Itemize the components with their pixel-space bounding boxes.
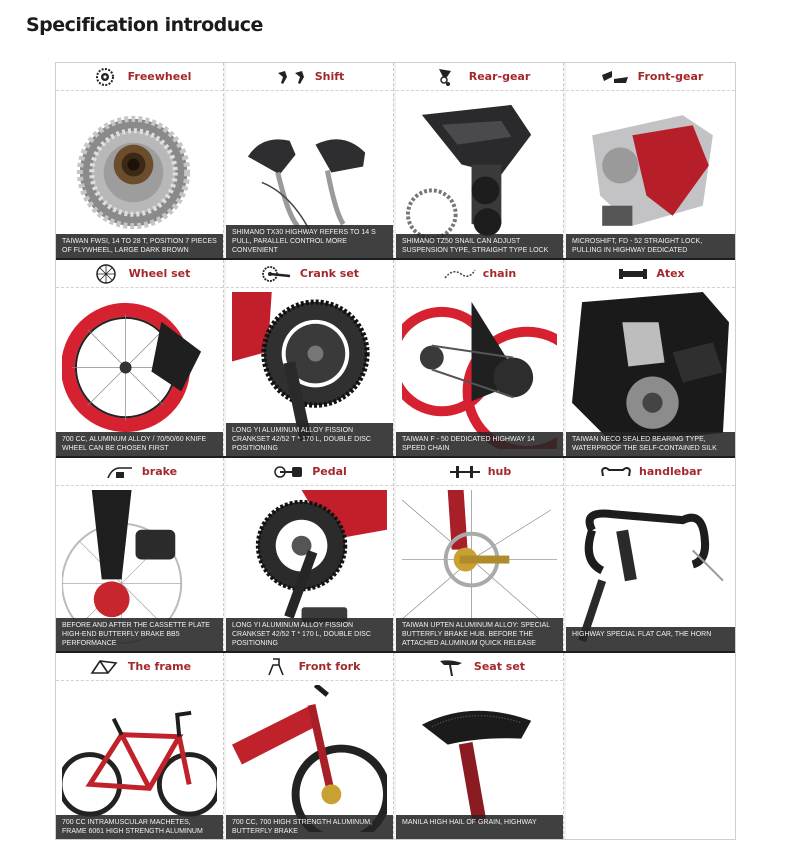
seat-icon xyxy=(434,657,468,677)
chain-icon xyxy=(443,264,477,284)
spec-header xyxy=(226,653,393,681)
spec-label: Freewheel xyxy=(127,70,192,83)
spec-row xyxy=(56,260,735,456)
spec-label: handlebar xyxy=(639,465,702,478)
shift-lever-icon xyxy=(275,67,309,87)
spec-caption: BEFORE AND AFTER THE CASSETTE PLATE HIGH-END BUTTERFLY BRAKE BB5 PERFORMANCE xyxy=(56,618,223,651)
spec-row xyxy=(56,653,735,839)
freewheel-image xyxy=(62,95,217,251)
seat-set-image xyxy=(402,685,557,832)
rear-derailleur-icon xyxy=(429,67,463,87)
spec-cell-pedal xyxy=(226,458,394,651)
spec-header xyxy=(566,260,735,288)
axle-image xyxy=(572,292,729,451)
spec-caption: LONG YI ALUMINUM ALLOY FISSION CRANKSET 42/52 T * 170 L, DOUBLE DISC POSITIONING xyxy=(226,423,393,456)
spec-cell-rear-gear xyxy=(396,63,564,258)
fork-icon xyxy=(259,657,293,677)
crank-icon xyxy=(260,264,294,284)
spec-caption: MICROSHIFT, FD - 52 STRAIGHT LOCK, PULLING IN HIGHWAY DEDICATED xyxy=(566,234,735,258)
spec-caption: 700 CC, 700 HIGH STRENGTH ALUMINUM, BUTTERFLY BRAKE xyxy=(226,815,393,839)
spec-cell-front-fork xyxy=(226,653,394,839)
spec-caption: 700 CC, ALUMINUM ALLOY / 70/50/60 KNIFE WHEEL CAN BE CHOSEN FIRST xyxy=(56,432,223,456)
spec-header xyxy=(396,653,563,681)
spec-cell-shift xyxy=(226,63,394,258)
handlebar-image xyxy=(572,490,729,646)
spec-caption: SHIMANO TZ50 SNAIL CAN ADJUST SUSPENSION TYPE, STRAIGHT TYPE LOCK xyxy=(396,234,563,258)
spec-caption: SHIMANO TX30 HIGHWAY REFERS TO 14 S PULL, PARALLEL CONTROL MORE CONVENIENT xyxy=(226,225,393,258)
wheel-set-image xyxy=(62,292,217,449)
spec-header xyxy=(396,458,563,486)
spec-header xyxy=(566,63,735,91)
rear-derailleur-image xyxy=(402,95,557,251)
spec-header xyxy=(396,63,563,91)
spec-row xyxy=(56,63,735,258)
spec-caption: LONG YI ALUMINUM ALLOY FISSION CRANKSET 42/52 T * 170 L, DOUBLE DISC POSITIONING xyxy=(226,618,393,651)
spec-cell-brake xyxy=(56,458,224,651)
spec-cell-wheel-set xyxy=(56,260,224,456)
front-fork-image xyxy=(232,685,387,832)
spec-cell-hub xyxy=(396,458,564,651)
spec-cell-chain xyxy=(396,260,564,456)
freewheel-icon xyxy=(88,67,122,87)
spec-caption: 700 CC INTRAMUSCULAR MACHETES, FRAME 6061 HIGH STRENGTH ALUMINUM xyxy=(56,815,223,839)
spec-header xyxy=(56,653,223,681)
page-title: Specification introduce xyxy=(26,14,263,36)
spec-label: Crank set xyxy=(299,267,360,280)
spec-label: Pedal xyxy=(312,465,347,478)
spec-cell-seat-set xyxy=(396,653,564,839)
spec-header xyxy=(396,260,563,288)
frame-image xyxy=(62,685,217,832)
spec-label: Seat set xyxy=(473,660,526,673)
axle-icon xyxy=(616,264,650,284)
spec-header xyxy=(226,458,393,486)
spec-cell-crank-set xyxy=(226,260,394,456)
spec-cell-axle xyxy=(566,260,735,456)
spec-label: The frame xyxy=(127,660,192,673)
spec-header xyxy=(226,260,393,288)
handlebar-icon xyxy=(599,462,633,482)
spec-caption: MANILA HIGH HAIL OF GRAIN, HIGHWAY xyxy=(396,815,563,839)
hub-icon xyxy=(448,462,482,482)
spec-row xyxy=(56,458,735,651)
spec-caption: HIGHWAY SPECIAL FLAT CAR, THE HORN xyxy=(566,627,735,651)
spec-cell-front-gear xyxy=(566,63,735,258)
spec-header xyxy=(226,63,393,91)
spec-caption: TAIWAN NECO SEALED BEARING TYPE, WATERPROOF THE SELF-CONTAINED SILK xyxy=(566,432,735,456)
brake-icon xyxy=(102,462,136,482)
spec-label: Front fork xyxy=(298,660,361,673)
front-derailleur-image xyxy=(572,95,729,253)
spec-header xyxy=(56,260,223,288)
spec-label: Atex xyxy=(656,267,685,280)
spec-cell-frame xyxy=(56,653,224,839)
spec-label: brake xyxy=(141,465,178,478)
chain-image xyxy=(402,292,557,449)
spec-caption: TAIWAN FWSI, 14 TO 28 T, POSITION 7 PIECES OF FLYWHEEL, LARGE DARK BROWN xyxy=(56,234,223,258)
spec-label: Front-gear xyxy=(637,70,704,83)
spec-cell-handlebar xyxy=(566,458,735,651)
pedal-icon xyxy=(272,462,306,482)
spec-label: Rear-gear xyxy=(468,70,531,83)
spec-caption: TAIWAN F - 50 DEDICATED HIGHWAY 14 SPEED CHAIN xyxy=(396,432,563,456)
spec-grid xyxy=(55,62,736,840)
spec-header xyxy=(56,458,223,486)
wheel-icon xyxy=(89,264,123,284)
frame-icon xyxy=(88,657,122,677)
spec-header xyxy=(56,63,223,91)
spec-label: hub xyxy=(487,465,512,478)
spec-label: Shift xyxy=(314,70,345,83)
spec-label: Wheel set xyxy=(128,267,191,280)
front-derailleur-icon xyxy=(598,67,632,87)
spec-caption: TAIWAN UPTEN ALUMINUM ALLOY: SPECIAL BUTTERFLY BRAKE HUB. BEFORE THE ATTACHED ALUMINUM QUICK RELEASE xyxy=(396,618,563,651)
spec-header xyxy=(566,458,735,486)
spec-cell-freewheel xyxy=(56,63,224,258)
spec-label: chain xyxy=(482,267,517,280)
spec-cell-empty xyxy=(566,653,735,839)
